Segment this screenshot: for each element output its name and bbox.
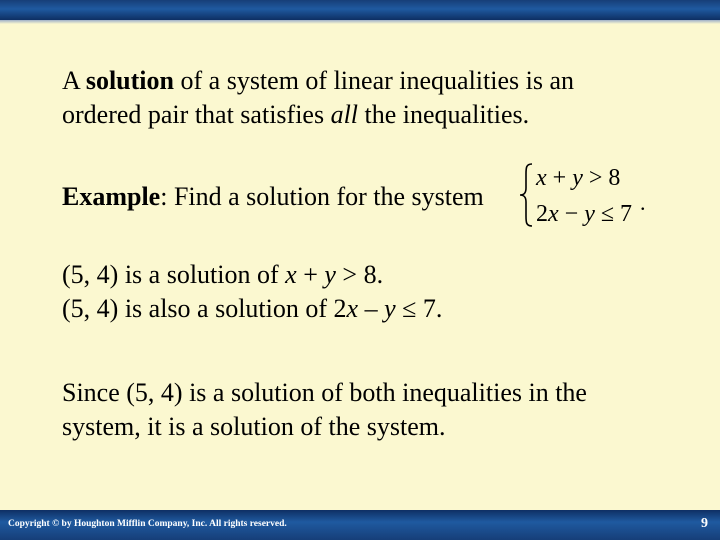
copyright-notice: Copyright © by Houghton Mifflin Company, Inc. All rights reserved. [8, 519, 287, 529]
definition-paragraph [62, 64, 682, 132]
conclusion-line-2: system, it is a solution of the system. [62, 412, 446, 441]
system-period: . [640, 190, 646, 215]
conclusion-line-1: Since (5, 4) is a solution of both inequalities in the [62, 378, 587, 407]
example-label: Example [62, 182, 161, 211]
example-text: : Find a solution for the system [160, 182, 484, 211]
all-emphasis: all [330, 100, 359, 129]
left-brace-icon [518, 162, 534, 228]
inequality-2: 2x − y ≤ 7 [536, 201, 633, 227]
check-line-1: (5, 4) is a solution of x + y > 8. [62, 260, 384, 289]
check-paragraph [62, 258, 682, 326]
solution-term: solution [85, 66, 174, 95]
page-number: 9 [701, 516, 708, 531]
check-line-2: (5, 4) is also a solution of 2x – y ≤ 7. [62, 294, 443, 323]
definition-line-1: A solution of a system of linear inequalities is an [62, 66, 575, 95]
definition-line-2: ordered pair that satisfies all the inequalities. [62, 100, 530, 129]
inequality-1: x + y > 8 [536, 165, 621, 191]
conclusion-paragraph [62, 376, 682, 444]
